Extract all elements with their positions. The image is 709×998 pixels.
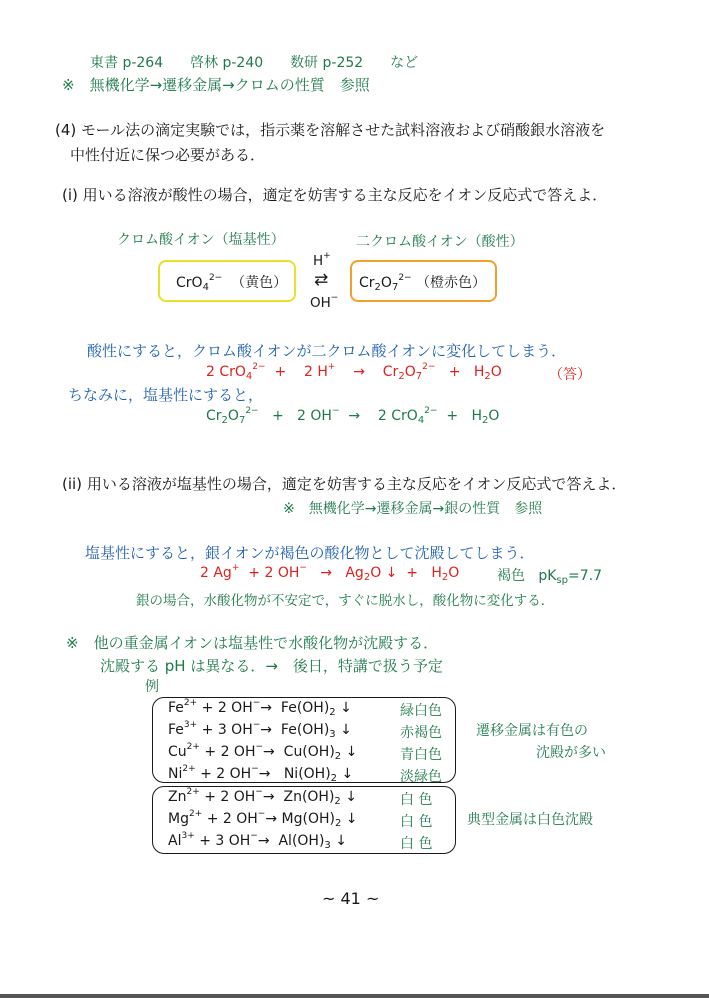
ref-tosho: 東書 p-264 bbox=[90, 55, 164, 71]
qi-answer-equation: 2 CrO$_4^{2-}$ + 2 H+ → $Cr_2O_7^{2-} + H_2O$ bbox=[206, 362, 502, 382]
cu2-reaction: $Cu^{2+} + 2$ $OH^-\to Cu(OH)_2$ ↓ bbox=[168, 742, 358, 762]
qii-answer-equation: 2 Ag+ + 2 $OH^- \to Ag_2O$ ↓ + $H_2O$ bbox=[200, 563, 460, 583]
silver-note: 銀の場合，水酸化物が不安定で，すぐに脱水し，酸化物に変化する． bbox=[136, 593, 555, 609]
q4-text: モール法の滴定実験では，指示薬を溶解させた試料溶液および硝酸銀水溶液を bbox=[81, 121, 606, 139]
zn2-reaction: $Zn^{2+} + 2$ $OH^-\to Zn(OH)_2$ ↓ bbox=[168, 787, 357, 807]
answer-tag: （答） bbox=[549, 367, 591, 383]
silver-reference: ※ 無機化学→遷移金属→銀の性質 参照 bbox=[283, 501, 543, 517]
q4-number: (4) bbox=[55, 121, 77, 139]
chromate-heading: クロム酸イオン（塩基性） bbox=[117, 232, 285, 248]
qi-explanation: 酸性にすると，クロム酸イオンが二クロム酸イオンに変化してしまう． bbox=[87, 342, 567, 360]
qi-aside: ちなみに，塩基性にすると， bbox=[68, 386, 264, 404]
page-number: ~ 41 ~ bbox=[322, 889, 380, 908]
scan-edge bbox=[0, 994, 709, 998]
qii-question bbox=[62, 473, 626, 494]
al3-color: 白 色 bbox=[400, 836, 433, 852]
ni2-color: 淡緑色 bbox=[400, 769, 442, 785]
pksp-value: =7.7 bbox=[567, 568, 602, 584]
qii-explanation: 塩基性にすると，銀イオンが褐色の酸化物として沈殿してしまう． bbox=[85, 544, 535, 562]
qi-basic-equation: $Cr_2O_7^{2-} + 2$ OH− → 2 $CrO_4^{2-} + H_2O$ bbox=[206, 406, 500, 426]
fe2-reaction: $Fe^{2+} + 2$ $OH^-\to Fe(OH)_2$ ↓ bbox=[168, 698, 352, 718]
heavy-metal-note: ※ 他の重金属イオンは塩基性で水酸化物が沈殿する． bbox=[66, 634, 439, 652]
dichromate-heading: 二クロム酸イオン（酸性） bbox=[356, 234, 524, 250]
chromium-reference: ※ 無機化学→遷移金属→クロムの性質 参照 bbox=[62, 76, 370, 94]
typical-metal-note: 典型金属は白色沈殿 bbox=[467, 812, 593, 828]
qii-text: 用いる溶液が塩基性の場合，適定を妨害する主な反応をイオン反応式で答えよ． bbox=[86, 475, 627, 493]
fe3-color: 赤褐色 bbox=[400, 725, 442, 741]
transition-note-1: 遷移金属は有色の bbox=[476, 723, 588, 739]
h-plus-label: H+ bbox=[313, 251, 331, 269]
al3-reaction: $Al^{3+} + 3$ $OH^-\to Al(OH)_3$ ↓ bbox=[168, 831, 347, 851]
qi-text: 用いる溶液が酸性の場合，適定を妨害する主な反応をイオン反応式で答えよ． bbox=[82, 186, 608, 204]
cu2-color: 青白色 bbox=[400, 747, 442, 763]
q4-line2: 中性付近に保つ必要がある． bbox=[70, 146, 266, 164]
dichromate-color: （橙赤色） bbox=[416, 275, 487, 291]
transition-note-2: 沈殿が多い bbox=[536, 745, 606, 761]
equilibrium-arrow: ⇄ bbox=[314, 270, 329, 290]
fe3-reaction: $Fe^{3+} + 3$ $OH^-\to Fe(OH)_3$ ↓ bbox=[168, 720, 352, 740]
mg2-reaction: $Mg^{2+} + 2$ $OH^-\to Mg(OH)_2$ ↓ bbox=[168, 809, 358, 829]
ph-note: 沈殿する pH は異なる．→ 後日，特講で扱う予定 bbox=[100, 657, 443, 675]
q4-line1 bbox=[55, 119, 605, 140]
ref-keirin: 啓林 p-240 bbox=[190, 55, 264, 71]
textbook-references bbox=[90, 52, 418, 72]
example-label: 例 bbox=[145, 679, 159, 695]
qi-question bbox=[62, 184, 607, 205]
qi-label: (i) bbox=[62, 186, 78, 204]
brown-color: 褐色 bbox=[497, 568, 525, 584]
dichromate-ion: $Cr_2O_7^{2-}$ （橙赤色） bbox=[359, 273, 487, 293]
silver-oxide-info: 褐色 $pK_{sp}=7.7$ bbox=[497, 568, 602, 586]
ref-suken: 数研 p-252 bbox=[290, 55, 364, 71]
ni2-reaction: $Ni^{2+} + 2$ $OH^-\to Ni(OH)_2$ ↓ bbox=[168, 764, 354, 784]
chromate-ion: CrO$_4^{2-}$ （黄色） bbox=[176, 273, 288, 293]
ref-etc: など bbox=[390, 55, 419, 71]
mg2-color: 白 色 bbox=[400, 814, 433, 830]
qii-label: (ii) bbox=[62, 475, 83, 493]
chromate-color: （黄色） bbox=[231, 275, 288, 291]
fe2-color: 緑白色 bbox=[400, 703, 442, 719]
zn2-color: 白 色 bbox=[400, 792, 433, 808]
oh-minus-label: OH− bbox=[310, 293, 339, 311]
